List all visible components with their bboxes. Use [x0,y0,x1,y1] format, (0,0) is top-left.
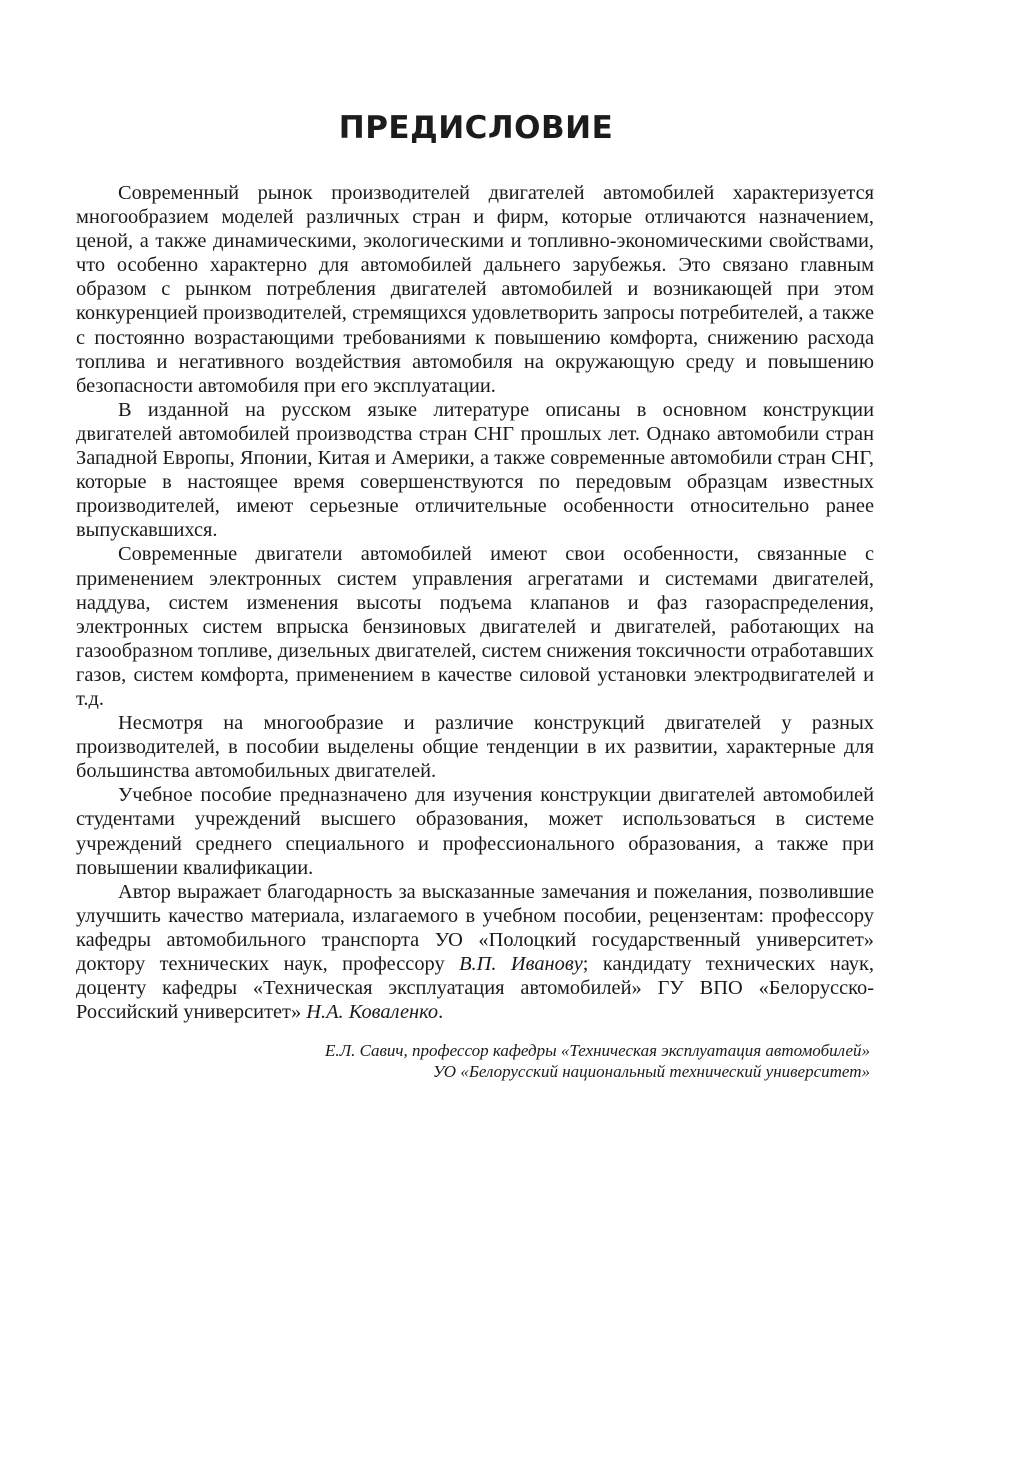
acknowledgement-end: . [438,1001,444,1024]
paragraph-6 [76,880,874,1025]
signature-line-2: УО «Белорусский национальный технический университет» [432,1062,870,1082]
paragraph-2: В изданной на русском языке литературе описаны в основном конструкции двигателей автомобилей производства стран СНГ прошлых лет. Однако автомобили стран Западной Европы, Японии, Китая и Америки, а также современные автомобили стран СНГ, которые в настоящее время совершенствуются по передовым образцам известных производителей, имеют серьезные отличительные особенности относительно ранее выпускавшихся. [76,398,874,542]
paragraph-4: Несмотря на многообразие и различие конструкций двигателей у разных производителей, в пособии выделены общие тенденции в их развитии, характерные для большинства автомобильных двигателей. [76,712,874,783]
acknowledgement-text: Автор выражает благодарность за высказанные замечания и пожелания, позволившие улучшить качество материала, излагаемого в учебном пособии, рецензентам: профессору кафедры автомобильного транспорта УО «Полоцкий государственный университет» доктору технических наук, профессору [76,880,874,975]
signature-line-1: Е.Л. Савич, профессор кафедры «Техническая эксплуатация автомобилей» [324,1041,870,1061]
preface-page [76,110,874,1082]
paragraph-3: Современные двигатели автомобилей имеют свои особенности, связанные с применением электронных систем управления агрегатами и системами двигателей, наддува, систем изменения высоты подъема клапанов и фаз газораспределения, электронных систем впрыска бензиновых двигателей и двигателей, работающих на газообразном топливе, дизельных двигателей, систем снижения токсичности отработавших газов, систем комфорта, применением в качестве силовой установки электродвигателей и т.д. [76,543,874,710]
author-signature [76,1040,874,1082]
page-title: ПРЕДИСЛОВИЕ [338,110,614,146]
reviewer-name-2: Н.А. Коваленко [306,1001,439,1024]
paragraph-1: Современный рынок производителей двигателей автомобилей характеризуется многообразием моделей различных стран и фирм, которые отличаются назначением, ценой, а также динамическими, экологическими и топливно-экономическими свойствами, что особенно характерно для автомобилей дальнего зарубежья. Это связано главным образом с рынком потребления двигателей автомобилей и возникающей при этом конкуренцией производителей, стремящихся удовлетворить запросы потребителей, а также с постоянно возрастающими требованиями к повышению комфорта, снижению расхода топлива и негативного воздействия автомобиля на окружающую среду и повышению безопасности автомобиля при его эксплуатации. [76,182,874,397]
reviewer-name-1: В.П. Иванову [459,953,583,975]
paragraph-5: Учебное пособие предназначено для изучения конструкции двигателей автомобилей студентами учреждений высшего образования, может использоваться в системе учреждений среднего специального и профессионального образования, а также при повышении квалификации. [76,784,874,879]
preface-body [76,181,874,1024]
acknowledgement-text-2: ; кандидату технических наук, доценту кафедры «Техническая эксплуатация автомобилей» ГУ ВПО «Белорусско-Российский университет» [76,953,874,1024]
